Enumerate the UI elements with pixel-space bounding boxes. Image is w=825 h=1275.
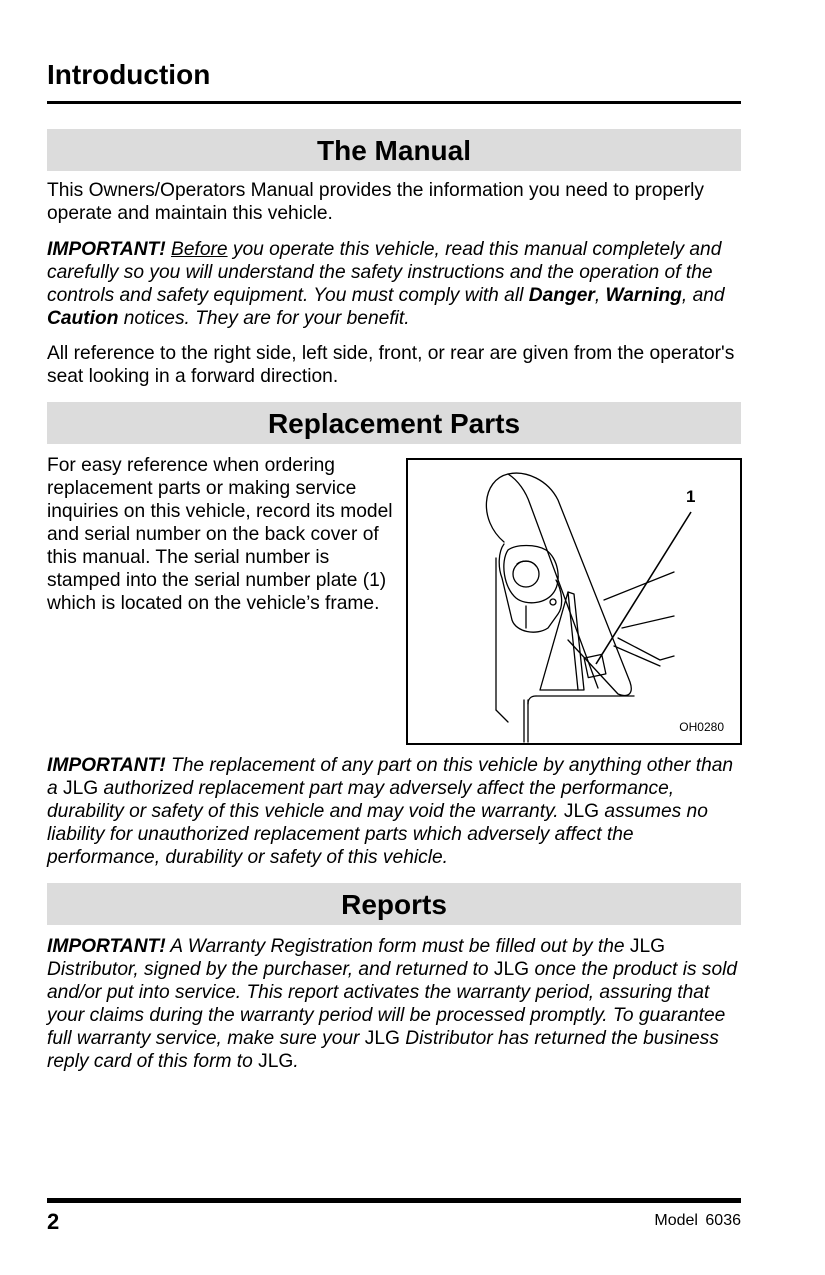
serial-plate-figure: [406, 458, 742, 745]
jlg-brand-text: JLG: [364, 1028, 400, 1049]
parts-important-text-c: assumes no liability for unauthorized replacement parts which adversely affect the performance, durability or safety of this vehicle.: [47, 801, 708, 868]
before-word: Before: [171, 239, 228, 260]
manual-intro-paragraph: [47, 179, 741, 225]
reports-text-b: Distributor, signed by the purchaser, and returned to: [47, 959, 494, 980]
figure-code: OH0280: [679, 720, 724, 734]
parts-text: For easy reference when ordering replacement parts or making service inquiries on this vehicle, record its model and serial number on the back cover of this manual. The serial number is stamped into the serial number plate (1) which is located on the vehicle’s frame.: [47, 455, 393, 614]
important-label: IMPORTANT!: [47, 755, 166, 776]
chapter-title: Introduction: [47, 59, 211, 90]
jlg-brand-text: JLG: [258, 1051, 294, 1072]
chapter-rule: [47, 101, 741, 104]
section-heading-the-manual: The Manual: [47, 129, 741, 171]
caution-word: Caution: [47, 308, 119, 329]
and-text: , and: [681, 285, 725, 306]
parts-important-text-b: authorized replacement part may adversely affect the performance, durability or safety of this vehicle and may void the warranty.: [47, 778, 675, 822]
jlg-brand-text: JLG: [63, 778, 99, 799]
reports-paragraph: [47, 935, 741, 1073]
orientation-paragraph: [47, 342, 741, 388]
orientation-text: All reference to the right side, left side, front, or rear are given from the operator's seat looking in a forward direction.: [47, 343, 735, 387]
figure-callout-number: 1: [686, 487, 696, 506]
model-label: Model 6036: [654, 1212, 741, 1229]
parts-paragraph: [47, 454, 397, 615]
danger-word: Danger: [528, 285, 595, 306]
important-text-b: notices. They are for your benefit.: [118, 308, 410, 329]
jlg-brand-text: JLG: [629, 936, 666, 957]
important-label: IMPORTANT!: [47, 239, 166, 260]
footer-rule: [47, 1198, 741, 1203]
important-text-a: you operate this vehicle, read this manual completely and carefully so you will understand the safety instructions and the operation of the controls and safety equipment. You must comply with all: [47, 239, 722, 306]
warning-word: Warning: [605, 285, 682, 306]
parts-important-paragraph: [47, 754, 741, 869]
manual-important-paragraph: [47, 238, 741, 330]
section-heading-reports: Reports: [47, 883, 741, 925]
reports-text-a: A Warranty Registration form must be filled out by the: [165, 936, 630, 957]
reports-text-c: once the product is sold and/or put into service. This report activates the warranty period, assuring that your claims during the warranty period will be processed promptly. To guarantee full warranty service, make sure your: [47, 959, 738, 1049]
callout-leader-line: [596, 512, 691, 664]
manual-intro-text: This Owners/Operators Manual provides the information you need to properly operate and maintain this vehicle.: [47, 180, 704, 224]
important-label: IMPORTANT!: [47, 936, 166, 957]
page-number: 2: [47, 1209, 60, 1234]
comma-text: ,: [594, 285, 606, 306]
jlg-brand-text: JLG: [563, 801, 600, 822]
parts-important-text-a: The replacement of any part on this vehicle by anything other than a: [47, 755, 734, 799]
reports-text-e: .: [293, 1051, 299, 1072]
reports-text-d: Distributor has returned the business reply card of this form to: [47, 1028, 719, 1072]
section-heading-replacement-parts: Replacement Parts: [47, 402, 741, 444]
jlg-brand-text: JLG: [493, 959, 530, 980]
